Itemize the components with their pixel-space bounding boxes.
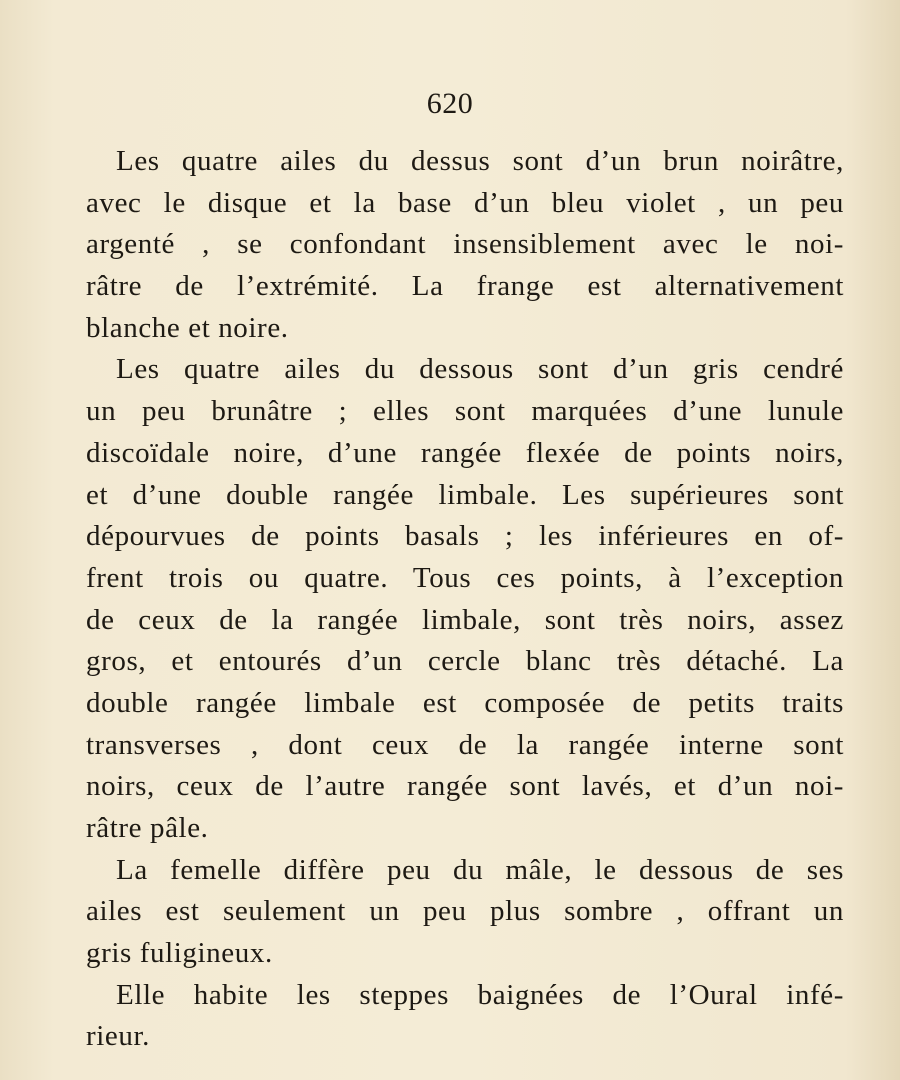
text-line: Elle habite les steppes baignées de l’Oural infé- [116,978,844,1011]
text-line: Les quatre ailes du dessous sont d’un gris cendré [116,353,844,386]
text-line: de ceux de la rangée limbale, sont très noirs, assez [86,603,844,636]
body-text [86,141,844,1058]
text-line: argenté , se confondant insensiblement avec le noi- [86,228,844,261]
text-line: noirs, ceux de l’autre rangée sont lavés, et d’un noi- [86,770,844,803]
text-line: double rangée limbale est composée de petits traits [86,686,844,719]
text-line: râtre de l’extrémité. La frange est alternativement [86,270,844,303]
text-line: frent trois ou quatre. Tous ces points, à l’exception [86,561,844,594]
text-line: rieur. [86,1020,150,1053]
text-line: et d’une double rangée limbale. Les supérieures sont [86,478,844,511]
text-line: transverses , dont ceux de la rangée interne sont [86,728,844,761]
text-line: avec le disque et la base d’un bleu violet , un peu [86,186,844,219]
text-line: un peu brunâtre ; elles sont marquées d’une lunule [86,395,844,428]
text-line: Les quatre ailes du dessus sont d’un brun noirâtre, [116,145,844,177]
text-line: blanche et noire. [86,311,289,344]
text-line: râtre pâle. [86,812,209,844]
text-line: dépourvues de points basals ; les inférieures en of- [86,520,844,553]
text-line: gris fuligineux. [86,937,273,970]
text-line: gros, et entourés d’un cercle blanc très détaché. La [86,645,844,678]
text-line: La femelle diffère peu du mâle, le dessous de ses [116,853,844,886]
text-line: discoïdale noire, d’une rangée flexée de points noirs, [86,436,844,469]
text-line: ailes est seulement un peu plus sombre , offrant un [86,895,844,928]
page-number: 620 [426,87,474,120]
